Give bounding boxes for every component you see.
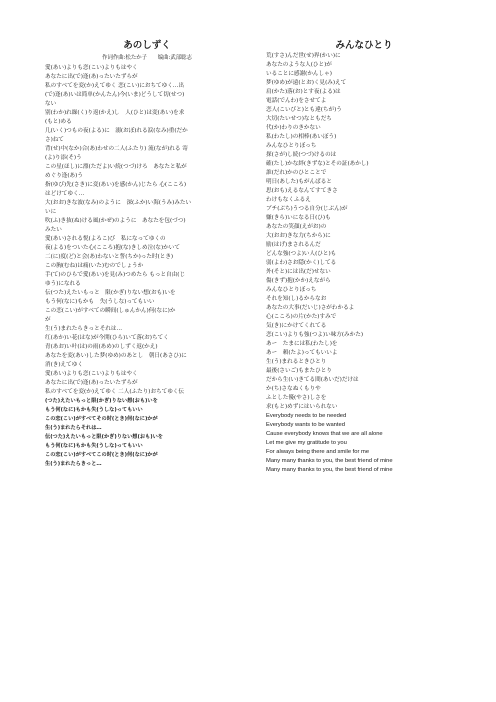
- lyric-line: 别(わか)れ繰(く)り返(かえ)し 人(ひと)は変(あい)を求: [45, 110, 185, 116]
- lyric-line: 生(う)まれるときひとり: [266, 359, 327, 365]
- lyric-line: もう何(なに)もかも失(うしな)ってもいい: [45, 443, 143, 449]
- lyric-line: 私のすべてを変(か)えてゆく 恋(こい)におちてゆく…出: [45, 83, 184, 89]
- lyric-line: 気(き)にかけてくれてる: [266, 323, 327, 329]
- lyric-line: 確(たし)かな絆(きずな)とその証(あかし): [266, 161, 369, 167]
- lyric-line: 手(て)のひらで愛(あい)を見(み)つめたら もっと自由(じ: [45, 272, 186, 278]
- lyric-line: もう何(なに)もかも 失(うしな)ってもいい: [45, 299, 155, 305]
- right-lyrics-list: [266, 52, 462, 475]
- lyric-line: 红(あか)い花(はな)が今開(ひら)いて落(お)ちてく: [45, 335, 169, 341]
- lyric-line: あなたを変(あい)した梦(ゆめ)のあとし 朝日(あさひ)に: [45, 353, 187, 359]
- lyric-line: あなたの大事(だいじ)さがわかるよ: [266, 305, 355, 311]
- lyric-line: あなたのような人(ひと)が: [266, 62, 332, 68]
- lyric-line: めぐり逢(あ)う: [45, 173, 83, 179]
- lyric-line: 愛(あい)される悦(よろこ)び 私になってゆくの: [45, 236, 166, 242]
- lyric-line: ブチ(ぶち)うつる自分(じぶん)が: [266, 206, 348, 212]
- lyric-line: (よ)り添(そ)う: [45, 155, 82, 161]
- lyric-line: For always being there and smile for me: [266, 449, 370, 455]
- lyric-line: どんな強(つよ)い人(ひと)も: [266, 251, 337, 257]
- lyric-line: Everybody wants to be wanted: [266, 422, 345, 428]
- lyric-line: みたい: [45, 227, 62, 233]
- lyric-line: (つた)えたいもっと限(かぎ)りない想(おも)いを: [45, 398, 158, 404]
- lyric-line: ゆう)になれる: [45, 281, 81, 287]
- lyric-line: 夜(よる)をついた心(こころ)抱(な)きしめ泣(な)かいて: [45, 245, 180, 251]
- lyric-line: はどけてゆく…: [45, 191, 85, 197]
- lyric-line: 電話(でんわ)をさせてよ: [266, 98, 327, 104]
- lyric-line: この恋(こい)がすべてその时(とき)何(なに)かが: [45, 416, 158, 422]
- lyric-line: あなたの笑顔(えがお)の: [266, 224, 327, 230]
- lyric-line: ふとした優(やさ)しさを: [266, 395, 327, 401]
- lyric-line: 大(おお)きな力(ちから)に: [266, 233, 331, 239]
- lyric-line: あー たまには私(わたし)を: [266, 341, 338, 347]
- lyric-line: 二(に)度(ど)と会(あ)わないと誓(ちか)った时(とき): [45, 254, 174, 260]
- lyric-line: 吹(ふ)き抜(ぬ)ける風(かぜ)のように あなたを包(づつ): [45, 218, 186, 224]
- left-song-title: あのしずく: [123, 40, 171, 51]
- lyric-line: 心(こころ)の片(かた)すみで: [266, 314, 337, 320]
- lyric-line: 傷(きず)抱(かか)えながら: [266, 278, 331, 284]
- lyric-line: みんなひとりぼっち: [266, 287, 317, 293]
- lyric-line: 恋(こい)よりも強(つよ)い味方(みかた): [266, 332, 364, 338]
- right-song-title: みんなひとり: [335, 40, 393, 51]
- lyric-line: 荒(すさ)んだ世(せ)界(かい)に: [266, 53, 341, 59]
- lyric-line: 明日(あした)もがんばると: [266, 179, 332, 185]
- lyric-line: 愛(あい)よりも恋(こい)よりもはやく: [45, 65, 138, 71]
- lyric-line: さ)ねて: [45, 137, 64, 143]
- lyric-line: 求(もと)めずにはいられない: [266, 404, 338, 410]
- lyric-line: (で)逢(あ)いは简单(かんたん)今(いま)どうして切(せつ): [45, 92, 185, 98]
- lyric-line: この恋(こい)がすべてこの时(とき)何(なに)かが: [45, 452, 158, 458]
- lyric-line: か(ち)さなぬくもりや: [266, 386, 321, 392]
- lyric-line: (もと)める: [45, 119, 72, 125]
- right-song-column: [266, 40, 462, 702]
- lyric-line: 愛(あい)よりも恋(こい)よりもはやく: [45, 371, 138, 377]
- lyric-line: この恋(こい)がすべての瞬间(しゅんかん)何(なに)か: [45, 308, 176, 314]
- lyric-line: 嫌(きら)いになる日(ひ)も: [266, 215, 331, 221]
- lyric-line: 私のすべてを変(か)えてゆく 二人(ふたり)おちてゆく伝: [45, 389, 184, 395]
- lyric-line: 最後(さいご)もまたひとり: [266, 368, 332, 374]
- lyric-line: いに: [45, 209, 57, 215]
- lyric-line: わけもなくふるえ: [266, 197, 311, 203]
- lyric-line: 私(わたし)の相棒(あいぼう): [266, 134, 337, 140]
- lyric-line: Cause everybody knows that we are all alone: [266, 431, 383, 437]
- lyric-line: 背(せ)中(なか)合(あ)わせの二人(ふたり) 流(なが)れる 寄: [45, 146, 188, 152]
- lyric-line: 肩(かた)落(お)とす夜(よる)は: [266, 89, 341, 95]
- left-song-column: [45, 40, 249, 702]
- lyric-line: 消(き)えてゆく: [45, 362, 83, 368]
- lyric-line: 大(おお)きな波(なみ)のように 深(ふか)い海(うみ)みたい: [45, 200, 192, 206]
- lyric-line: 几(いく)つもの夜(よる)に 溺(おぼ)れる涙(なみ)重(だか: [45, 128, 188, 134]
- lyric-line: もう何(なに)もかも失(うしな)ってもいい: [45, 407, 143, 413]
- left-lyrics-list: [45, 64, 249, 469]
- lyric-line: 代(か)わりのきかない: [266, 125, 321, 131]
- lyric-line: 生(う)まれたらきっと…: [45, 461, 102, 467]
- lyric-line: Many many thanks to you, the best friend of mine: [266, 467, 393, 473]
- lyric-line: 生(う)まれたらきっとそれは…: [45, 326, 123, 332]
- lyric-line: 外(そと)には出(だ)せない: [266, 269, 331, 275]
- lyric-line: この星(ほし)に漂(ただよ)い続(つづ)けろ あなたと私が: [45, 164, 187, 170]
- left-song-credits: 作词作曲:松たか子 编曲:武部聡志: [102, 55, 192, 61]
- lyric-line: 生(う)まれたらそれは…: [45, 425, 102, 431]
- lyric-line: 励(はげ)まされるんだ: [266, 242, 321, 248]
- lyric-line: 大切(たいせつ)なともだち: [266, 116, 332, 122]
- lyric-line: あなたに出(で)逢(あ)ったいたずらが: [45, 74, 138, 80]
- lyric-line: 恋人(こいびと)とも違(ちが)う: [266, 107, 342, 113]
- lyric-line: あー 頼(たよ)ってもいいよ: [266, 350, 338, 356]
- lyric-line: 弱(よわ)さお隠(かく)してる: [266, 260, 337, 266]
- lyric-line: みんなひとりぼっち: [266, 143, 317, 149]
- lyric-line: Everybody needs to be needed: [266, 413, 347, 419]
- lyric-line: いることに感謝(かんしゃ): [266, 71, 332, 77]
- lyric-line: だから生(い)きてる間(あいだ)だけは: [266, 377, 359, 383]
- lyric-line: 指(ゆび)先(さき)に変(あい)を感(かん)じたら 心(こころ): [45, 182, 187, 188]
- lyric-line: この胸(むね)は痛(いた)むのでしょうか: [45, 263, 144, 269]
- lyric-line: それを知(し)るからなお: [266, 296, 327, 302]
- lyric-line: あなたに出(で)逢(あ)ったいたずらが: [45, 380, 138, 386]
- lyric-line: 探(さが)し続(つづ)けるのは: [266, 152, 337, 158]
- lyric-line: ない: [45, 101, 57, 107]
- lyric-line: 青(あお)い叶(は)の雨(あめ)のしずく返(かえ): [45, 344, 158, 350]
- lyric-line: 誰(だれ)かのひとことで: [266, 170, 327, 176]
- lyric-line: 伝(つた)えたいもっと限(かぎ)りない想(おも)いを: [45, 434, 163, 440]
- lyric-line: 梦(ゆめ)が遠(とお)く見(み)えて: [266, 80, 347, 86]
- lyric-line: が: [45, 317, 51, 323]
- lyric-line: Many many thanks to you, the best friend of mine: [266, 458, 393, 464]
- lyric-line: Let me give my gratitude to you: [266, 440, 347, 446]
- lyric-line: 伝(つた)えたいもっと 限(かぎ)りない想(おも)いを: [45, 290, 176, 296]
- lyric-line: 思(おも)えるなんてすてきさ: [266, 188, 338, 194]
